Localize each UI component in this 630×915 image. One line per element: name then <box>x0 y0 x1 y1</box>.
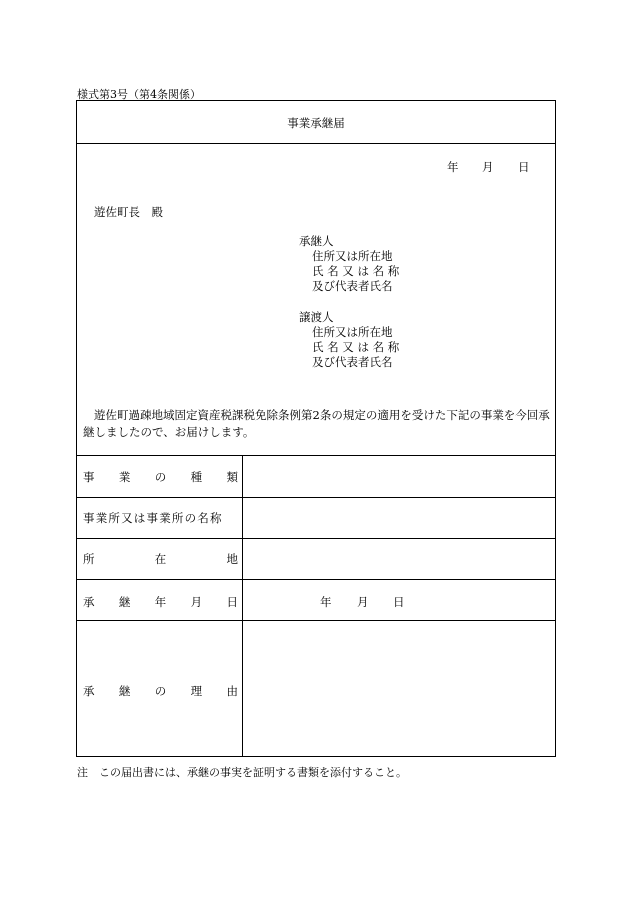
transferor-rep-label: 及び代表者氏名 <box>312 355 393 369</box>
label-text: 事業所又は事業所の名称 <box>83 511 223 525</box>
table-column-line <box>242 455 243 756</box>
table-row-line <box>77 579 555 580</box>
row-label-business-type <box>83 469 238 485</box>
divider <box>77 143 555 144</box>
table-row-line <box>77 497 555 498</box>
row-label-location <box>83 551 238 567</box>
transferor-address-label: 住所又は所在地 <box>312 325 393 339</box>
successor-heading: 承継人 <box>299 234 334 248</box>
label-char: の <box>154 470 167 484</box>
row-label-office-name <box>83 510 238 526</box>
label-char: 由 <box>226 684 238 698</box>
label-char: 種 <box>190 470 203 484</box>
addressee: 遊佐町長 殿 <box>94 205 163 219</box>
succession-date-year[interactable]: 年 <box>320 595 332 609</box>
successor-address-label: 住所又は所在地 <box>312 249 393 263</box>
row-label-succession-date <box>83 594 238 610</box>
row-label-succession-reason <box>83 683 238 699</box>
body-text: 遊佐町過疎地域固定資産税課税免除条例第2条の規定の適用を受けた下記の事業を今回承継しましたので、お届けします。 <box>83 408 550 439</box>
label-char: 地 <box>226 552 238 566</box>
label-char: 類 <box>226 470 238 484</box>
label-char: 継 <box>118 595 131 609</box>
label-char: 年 <box>154 595 167 609</box>
succession-date-month[interactable]: 月 <box>357 595 369 609</box>
label-char: の <box>154 684 167 698</box>
label-char: 所 <box>83 552 95 566</box>
table-row-line <box>77 538 555 539</box>
table-top-line <box>77 455 555 456</box>
date-year: 年 <box>447 160 459 174</box>
label-char: 承 <box>83 595 95 609</box>
successor-name-label: 氏 名 又 は 名 称 <box>312 264 400 278</box>
label-char: 理 <box>190 684 203 698</box>
label-char: 事 <box>83 470 95 484</box>
label-char: 在 <box>154 552 167 566</box>
form-title: 事業承継届 <box>287 116 345 130</box>
successor-rep-label: 及び代表者氏名 <box>312 279 393 293</box>
transferor-name-label: 氏 名 又 は 名 称 <box>312 340 400 354</box>
footnote: 注 この届出書には、承継の事実を証明する書類を添付すること。 <box>77 766 407 779</box>
form-frame <box>76 100 556 757</box>
label-char: 月 <box>190 595 203 609</box>
date-month: 月 <box>482 160 494 174</box>
transferor-heading: 譲渡人 <box>299 310 334 324</box>
label-char: 業 <box>118 470 131 484</box>
table-row-line <box>77 620 555 621</box>
label-char: 承 <box>83 684 95 698</box>
label-char: 継 <box>118 684 131 698</box>
succession-date-day[interactable]: 日 <box>393 595 405 609</box>
date-day: 日 <box>518 160 530 174</box>
form-number: 様式第3号（第4条関係） <box>77 88 201 101</box>
label-char: 日 <box>226 595 238 609</box>
